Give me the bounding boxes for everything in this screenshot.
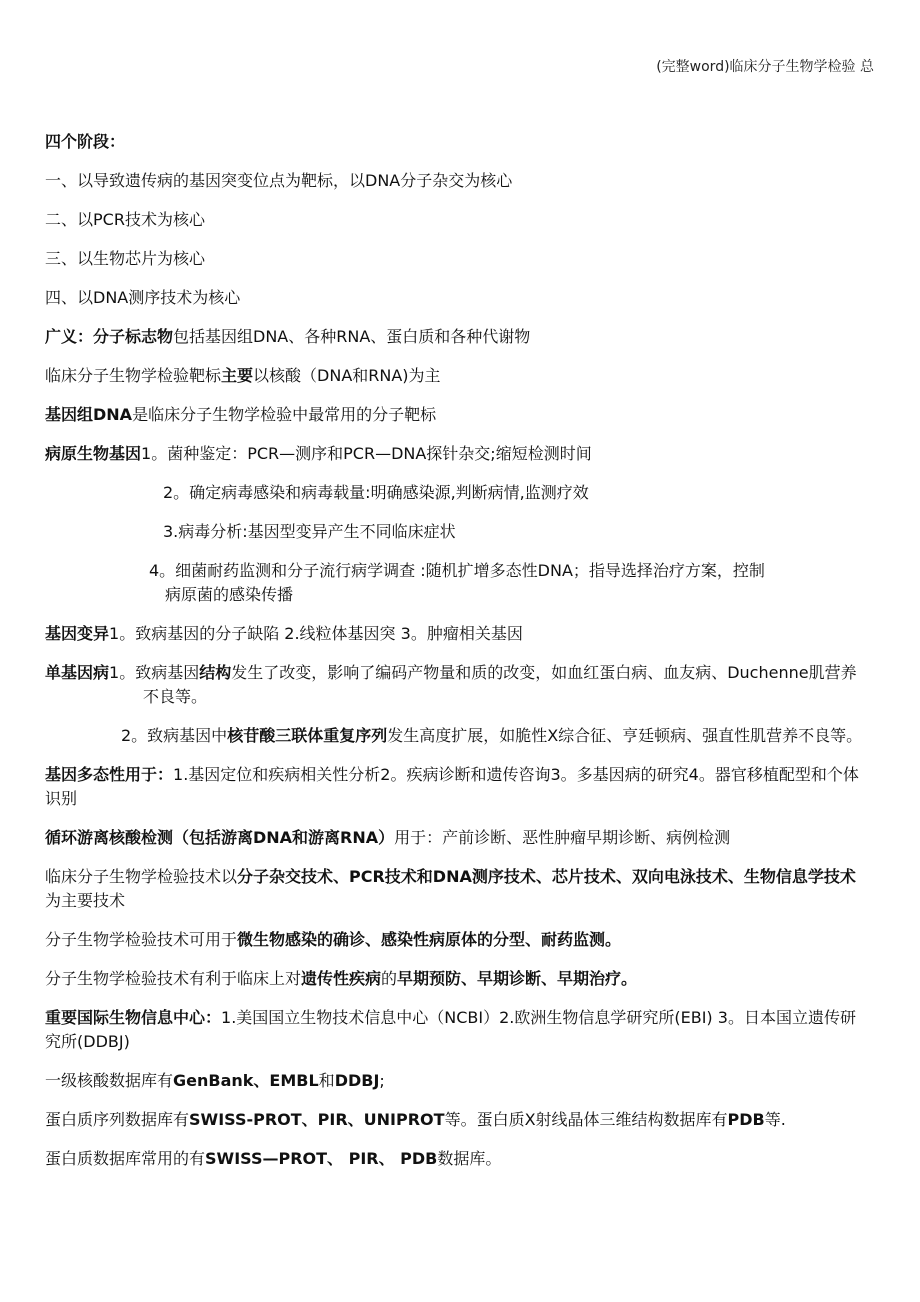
pathogen-item-4: [45, 559, 871, 607]
monogenic-p2-pre: 2。致病基因中: [121, 726, 228, 745]
page-header: (完整word)临床分子生物学检验 总: [656, 59, 874, 75]
target-post: 以核酸（DNA和RNA)为主: [253, 366, 441, 385]
broad-definition: [45, 325, 871, 349]
techniques-post: 为主要技术: [45, 891, 126, 910]
monogenic-p1-post: 发生了改变，影响了编码产物量和质的改变，如血红蛋白病、血友病、Duchenne肌营养不良等。: [143, 663, 857, 706]
stage-item-4: 四、以DNA测序技术为核心: [45, 288, 241, 307]
polymorphism-text: 1.基因定位和疾病相关性分析2。疾病诊断和遗传咨询3。多基因病的研究4。器官移植配型和个体识别: [45, 765, 859, 808]
genetic-bold-1: 遗传性疾病: [301, 969, 382, 988]
stage-item-3: 三、以生物芯片为核心: [45, 249, 206, 268]
monogenic-label: 单基因病: [45, 663, 110, 682]
broad-text: 包括基因组DNA、各种RNA、蛋白质和各种代谢物: [173, 327, 531, 346]
genetic-mid: 的: [381, 969, 398, 988]
target-bold: 主要: [221, 366, 254, 385]
stages-heading: 四个阶段：: [45, 132, 126, 151]
protein-common-paragraph: [45, 1147, 871, 1171]
monogenic-paragraph-2: [45, 724, 871, 748]
broad-label: 广义：分子标志物: [45, 327, 174, 346]
pathogen-item-1: 1。菌种鉴定：PCR—测序和PCR—DNA探针杂交;缩短检测时间: [141, 444, 592, 463]
centers-label: 重要国际生物信息中心：: [45, 1008, 222, 1027]
pathogen-label: 病原生物基因: [45, 444, 142, 463]
micro-paragraph: [45, 928, 871, 952]
micro-bold: 微生物感染的确诊、感染性病原体的分型、耐药监测。: [237, 930, 622, 949]
nucleic-db-pre: 一级核酸数据库有: [45, 1071, 174, 1090]
protein-db-bold: SWISS-PROT、PIR、UNIPROT: [189, 1110, 445, 1129]
protein-db-bold-2: PDB: [727, 1110, 765, 1129]
monogenic-paragraph-1: [45, 661, 871, 709]
protein-db-paragraph: [45, 1108, 871, 1132]
monogenic-p2-post: 发生高度扩展，如脆性X综合征、亨廷顿病、强直性肌营养不良等。: [387, 726, 863, 745]
techniques-paragraph: [45, 865, 871, 913]
nucleic-db-paragraph: [45, 1069, 871, 1093]
centers-paragraph: [45, 1006, 871, 1054]
mutation-label: 基因变异: [45, 624, 110, 643]
genetic-pre: 分子生物学检验技术有利于临床上对: [45, 969, 302, 988]
protein-db-mid: 等。蛋白质X射线晶体三维结构数据库有: [444, 1110, 728, 1129]
protein-db-post: 等.: [764, 1110, 786, 1129]
nucleic-db-mid: 和: [318, 1071, 335, 1090]
pathogen-paragraph: [45, 442, 871, 466]
pathogen-item-3: 3.病毒分析:基因型变异产生不同临床症状: [163, 522, 456, 541]
protein-common-pre: 蛋白质数据库常用的有: [45, 1149, 206, 1168]
cfna-label: 循环游离核酸检测（包括游离DNA和游离RNA）: [45, 828, 395, 847]
mutation-paragraph: [45, 622, 871, 646]
protein-common-post: 数据库。: [437, 1149, 502, 1168]
nucleic-db-post: ;: [379, 1071, 385, 1090]
protein-db-pre: 蛋白质序列数据库有: [45, 1110, 190, 1129]
pathogen-item-4-line2: 病原菌的感染传播: [165, 585, 294, 604]
genome-text: 是临床分子生物学检验中最常用的分子靶标: [132, 405, 437, 424]
nucleic-db-bold-2: DDBJ: [334, 1071, 380, 1090]
genetic-bold-2: 早期预防、早期诊断、早期治疗。: [397, 969, 638, 988]
stage-item-1: 一、以导致遗传病的基因突变位点为靶标，以DNA分子杂交为核心: [45, 171, 513, 190]
techniques-bold: 分子杂交技术、PCR技术和DNA测序技术、芯片技术、双向电泳技术、生物信息学技术: [237, 867, 856, 886]
cfna-paragraph: [45, 826, 871, 850]
target-pre: 临床分子生物学检验靶标: [45, 366, 222, 385]
micro-pre: 分子生物学检验技术可用于: [45, 930, 238, 949]
mutation-text: 1。致病基因的分子缺陷 2.线粒体基因突 3。肿瘤相关基因: [109, 624, 523, 643]
techniques-pre: 临床分子生物学检验技术以: [45, 867, 238, 886]
target-paragraph: [45, 364, 871, 388]
pathogen-item-2: 2。确定病毒感染和病毒载量:明确感染源,判断病情,监测疗效: [163, 483, 589, 502]
stage-item-2: 二、以PCR技术为核心: [45, 210, 205, 229]
monogenic-p1-bold: 结构: [199, 663, 232, 682]
pathogen-item-4-line1: 4。细菌耐药监测和分子流行病学调查 :随机扩增多态性DNA；指导选择治疗方案，控制: [149, 561, 765, 580]
genetic-paragraph: [45, 967, 871, 991]
genome-label: 基因组DNA: [45, 405, 133, 424]
document-body: [45, 130, 871, 1186]
nucleic-db-bold: GenBank、EMBL: [173, 1071, 319, 1090]
monogenic-p1-pre: 1。致病基因: [109, 663, 200, 682]
monogenic-p2-bold: 核苷酸三联体重复序列: [227, 726, 388, 745]
genome-paragraph: [45, 403, 871, 427]
polymorphism-label: 基因多态性用于：: [45, 765, 174, 784]
protein-common-bold: SWISS—PROT、 PIR、 PDB: [205, 1149, 438, 1168]
centers-text: 1.美国国立生物技术信息中心（NCBI）2.欧洲生物信息学研究所(EBI) 3。日本国立遗传研究所(DDBJ): [45, 1008, 856, 1051]
cfna-text: 用于：产前诊断、恶性肿瘤早期诊断、病例检测: [394, 828, 731, 847]
polymorphism-paragraph: [45, 763, 871, 811]
